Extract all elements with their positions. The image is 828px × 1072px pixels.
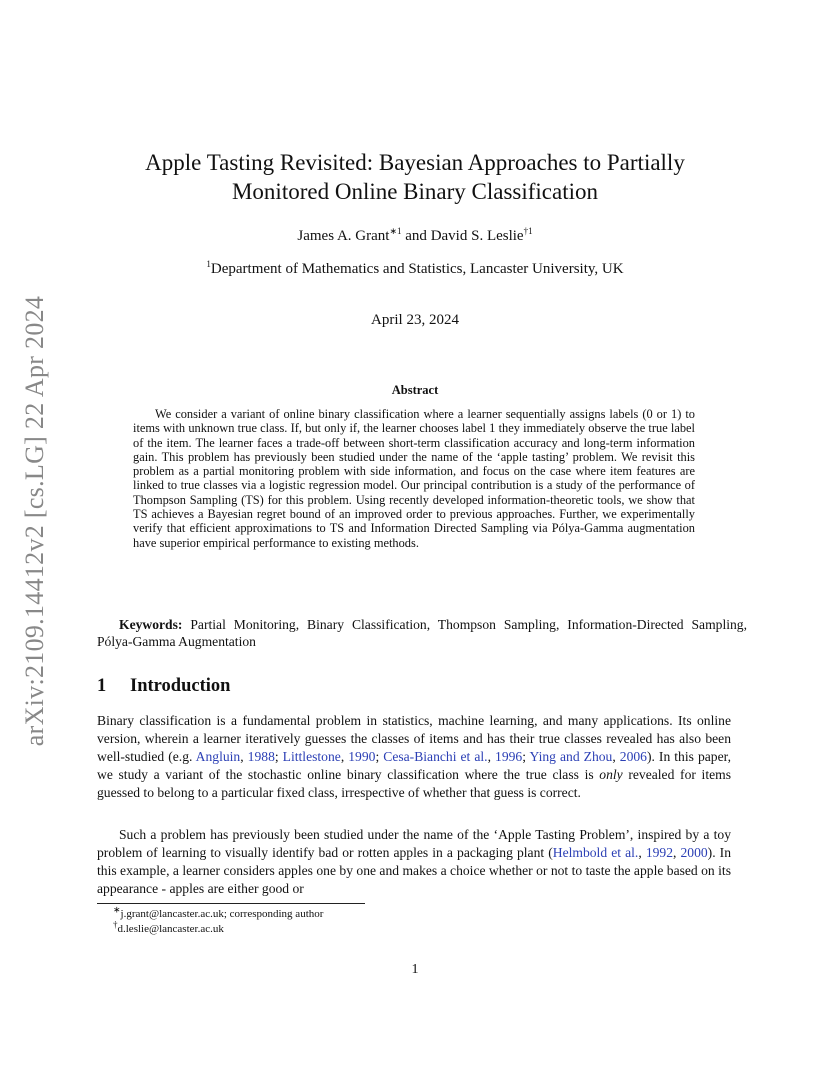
page-number: 1 bbox=[411, 962, 419, 977]
keywords-paragraph bbox=[97, 616, 747, 650]
citation-separator: , bbox=[638, 845, 646, 860]
citation-link-helmbold[interactable]: Helmbold et al. bbox=[552, 845, 639, 860]
author-1-footnote-mark: ∗1 bbox=[389, 226, 402, 236]
affiliation-mark: 1 bbox=[206, 259, 211, 269]
arxiv-identifier-stamp bbox=[20, 286, 50, 756]
section-heading-introduction bbox=[97, 676, 230, 697]
paper-title bbox=[100, 148, 730, 206]
citation-separator: ; bbox=[522, 749, 530, 764]
citation-separator: ; bbox=[274, 749, 283, 764]
keywords-list: Partial Monitoring, Binary Classification, Thompson Sampling, Information-Directed Sampling, Pólya-Gamma Augmentation bbox=[97, 617, 747, 649]
paragraph-text: ). In this example, a learner considers apples one by one and makes a choice whether or not to taste the apple based on its appearance - apples are either good or bbox=[97, 845, 732, 896]
author-conjunction: and bbox=[401, 228, 431, 244]
paragraph-text: Binary classification is a fundamental problem in statistics, machine learning, and many applications. Its online version, wherein a learner iteratively guesses the classes of items and has their true classes revealed has also been well-studied (e.g. bbox=[97, 713, 731, 764]
introduction-paragraph-1 bbox=[97, 712, 731, 802]
paragraph-text: revealed for items guessed to belong to a particular fixed class, irrespective of whether that guess is correct. bbox=[97, 767, 731, 800]
title-line-1: Apple Tasting Revisited: Bayesian Approaches to Partially bbox=[145, 150, 685, 175]
citation-separator: ; bbox=[375, 749, 384, 764]
affiliation-text: Department of Mathematics and Statistics, Lancaster University, UK bbox=[210, 261, 624, 277]
citation-link-helmbold-year-1992[interactable]: 1992 bbox=[645, 845, 673, 860]
citation-separator: , bbox=[340, 749, 349, 764]
citation-link-helmbold-year-2000[interactable]: 2000 bbox=[680, 845, 708, 860]
paragraph-text: Such a problem has previously been studied under the name of the ‘Apple Tasting Problem’, inspired by a toy problem of learning to visually identify bad or rotten apples in a packaging plant ( bbox=[97, 827, 731, 860]
citation-link-ying-zhou-year[interactable]: 2006 bbox=[619, 749, 647, 764]
author-affiliation bbox=[100, 261, 730, 278]
title-line-2: Monitored Online Binary Classification bbox=[231, 179, 599, 204]
section-title: Introduction bbox=[130, 676, 231, 696]
emphasized-word: only bbox=[599, 767, 623, 782]
introduction-paragraph-2 bbox=[97, 826, 731, 898]
citation-separator: , bbox=[612, 749, 620, 764]
footnote-mark: ∗ bbox=[113, 904, 121, 915]
citation-separator: , bbox=[240, 749, 248, 764]
author-name-2: David S. Leslie bbox=[430, 228, 524, 244]
citation-link-ying-zhou[interactable]: Ying and Zhou bbox=[529, 749, 613, 764]
author-2-footnote-mark: †1 bbox=[523, 226, 533, 236]
abstract-text: We consider a variant of online binary classification where a learner sequentially assigns labels (0 or 1) to items with unknown true class. If, but only if, the learner chooses label 1 they immediately observe the true label of the item. The learner faces a trade-off between short-term classification accuracy and long-term information gain. This problem has previously been studied under the name of the ‘apple tasting’ problem. We revisit this problem as a partial monitoring problem with side information, and focus on the case where item features are linked to true classes via a logistic regression model. Our principal contribution is a study of the performance of Thompson Sampling (TS) for this problem. Using recently developed information-theoretic tools, we show that TS achieves a Bayesian regret bound of an improved order to previous approaches. Further, we experimentally verify that efficient approximations to TS and Information Directed Sampling via Pólya-Gamma augmentation have superior empirical performance to existing methods. bbox=[133, 407, 695, 550]
citation-separator: , bbox=[673, 845, 681, 860]
citation-separator: , bbox=[487, 749, 496, 764]
footnote-mark: † bbox=[113, 919, 118, 930]
citation-link-angluin-year[interactable]: 1988 bbox=[247, 749, 275, 764]
footnote-1 bbox=[113, 904, 324, 921]
arxiv-stamp-text: arXiv:2109.14412v2 [cs.LG] 22 Apr 2024 bbox=[20, 295, 49, 747]
citation-link-littlestone[interactable]: Littlestone bbox=[282, 749, 341, 764]
paragraph-text: ). In this paper, we study a variant of the stochastic online binary classification where the true class is bbox=[97, 749, 731, 782]
author-list bbox=[100, 228, 730, 245]
citation-link-cesa-bianchi[interactable]: Cesa-Bianchi et al. bbox=[383, 749, 488, 764]
paper-date: April 23, 2024 bbox=[371, 312, 459, 328]
citation-link-cesa-bianchi-year[interactable]: 1996 bbox=[495, 749, 523, 764]
footnote-divider bbox=[97, 903, 365, 904]
section-number: 1 bbox=[97, 676, 107, 696]
footnote-2 bbox=[113, 919, 224, 936]
keywords-label: Keywords: bbox=[119, 617, 183, 632]
author-name-1: James A. Grant bbox=[297, 228, 390, 244]
footnote-text: d.leslie@lancaster.ac.uk bbox=[117, 923, 224, 935]
citation-link-angluin[interactable]: Angluin bbox=[195, 749, 241, 764]
abstract-heading: Abstract bbox=[391, 383, 439, 397]
citation-link-littlestone-year[interactable]: 1990 bbox=[348, 749, 376, 764]
footnote-text: j.grant@lancaster.ac.uk; corresponding author bbox=[120, 908, 324, 920]
